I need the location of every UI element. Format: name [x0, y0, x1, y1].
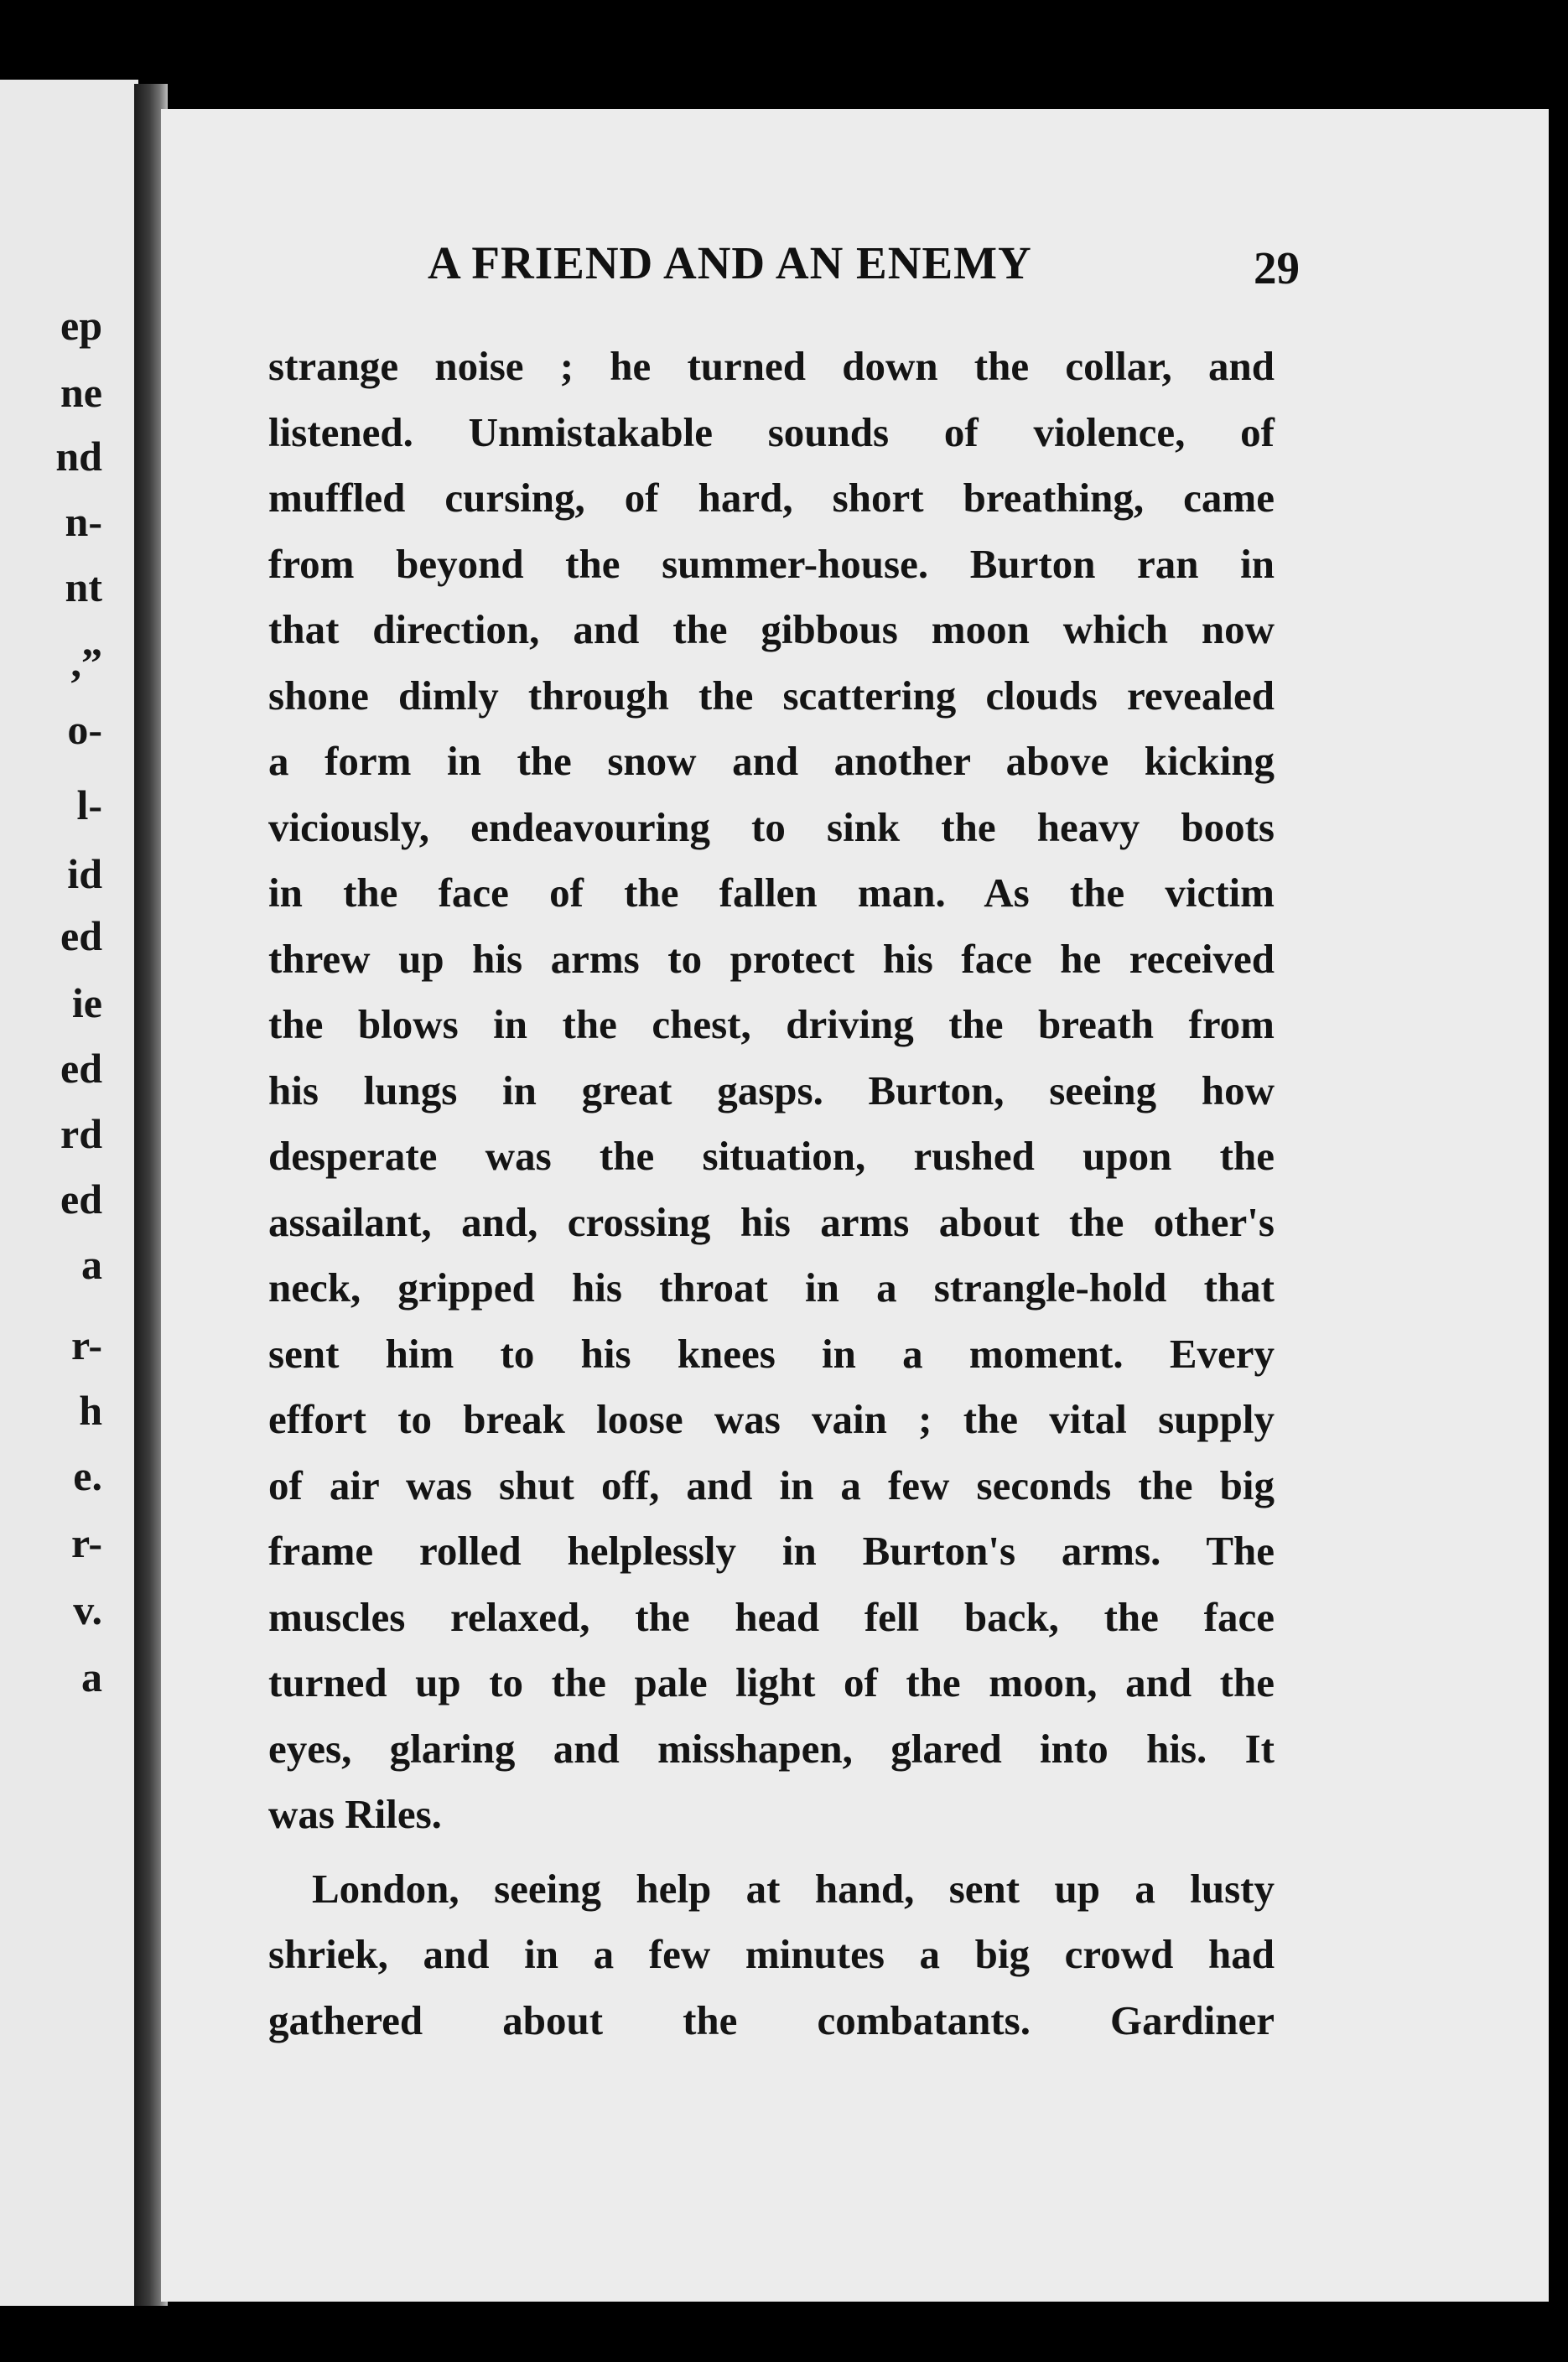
text-line: the blows in the chest, driving the breath from — [268, 1001, 1275, 1047]
text-line: eyes, glaring and misshapen, glared into his. It — [268, 1725, 1275, 1772]
text-line: listened. Unmistakable sounds of violence, of — [268, 408, 1275, 455]
text-line: sent him to his knees in a moment. Every — [268, 1330, 1275, 1377]
facing-page-fragment: id — [67, 850, 102, 897]
text-line: threw up his arms to protect his face he received — [268, 935, 1275, 982]
text-line: gathered about the combatants. Gardiner — [268, 1996, 1275, 2043]
text-line: in the face of the fallen man. As the victim — [268, 870, 1275, 916]
text-line: shone dimly through the scattering clouds revealed — [268, 672, 1275, 719]
facing-page-fragment: o- — [67, 706, 102, 753]
facing-page-fragment: ie — [71, 979, 102, 1026]
text-line: neck, gripped his throat in a strangle-hold that — [268, 1264, 1275, 1311]
facing-page-fragment: ed — [60, 1176, 102, 1223]
paragraph-gap — [268, 1848, 1275, 1856]
running-head — [268, 236, 1300, 295]
facing-page-fragment: v. — [73, 1586, 102, 1633]
facing-page-fragment: nt — [65, 563, 102, 610]
text-line: from beyond the summer-house. Burton ran in — [268, 540, 1275, 587]
text-line: his lungs in great gasps. Burton, seeing how — [268, 1067, 1275, 1114]
facing-page-fragment: ,” — [70, 639, 102, 686]
text-line: of air was shut off, and in a few seconds the big — [268, 1461, 1275, 1508]
text-line: London, seeing help at hand, sent up a lusty — [312, 1865, 1275, 1912]
text-line: that direction, and the gibbous moon which now — [268, 606, 1275, 652]
facing-page-fragment: ed — [60, 1045, 102, 1092]
text-line: was Riles. — [268, 1791, 442, 1837]
facing-page-fragment: r- — [71, 1321, 102, 1368]
chapter-title: A FRIEND AND AN ENEMY — [428, 237, 1032, 288]
facing-page-text-fragments — [0, 80, 138, 2306]
facing-page-fragment: n- — [65, 498, 102, 545]
page-number: 29 — [1254, 242, 1300, 293]
facing-page-fragment: h — [79, 1387, 102, 1434]
text-line: strange noise ; he turned down the collar, and — [268, 343, 1275, 389]
body-text — [268, 334, 1275, 2053]
facing-page-fragment: rd — [60, 1110, 102, 1157]
facing-page-fragment: r- — [71, 1519, 102, 1566]
text-line: shriek, and in a few minutes a big crowd had — [268, 1931, 1275, 1977]
facing-page-left — [0, 80, 138, 2306]
text-line: muffled cursing, of hard, short breathing, came — [268, 475, 1275, 521]
facing-page-fragment: ep — [60, 302, 102, 349]
facing-page-fragment: nd — [55, 433, 102, 480]
facing-page-fragment: a — [81, 1653, 102, 1700]
text-line: muscles relaxed, the head fell back, the face — [268, 1593, 1275, 1640]
facing-page-fragment: e. — [73, 1452, 102, 1499]
text-line: assailant, and, crossing his arms about the other's — [268, 1198, 1275, 1245]
text-line: effort to break loose was vain ; the vital supply — [268, 1396, 1275, 1442]
text-line: desperate was the situation, rushed upon the — [268, 1133, 1275, 1179]
text-line: viciously, endeavouring to sink the heavy boots — [268, 803, 1275, 850]
facing-page-fragment: ed — [60, 912, 102, 959]
facing-page-fragment: a — [81, 1241, 102, 1288]
facing-page-fragment: ne — [60, 369, 102, 416]
text-line: a form in the snow and another above kicking — [268, 738, 1275, 784]
text-line: frame rolled helplessly in Burton's arms. The — [268, 1528, 1275, 1574]
facing-page-fragment: l- — [76, 781, 102, 828]
text-line: turned up to the pale light of the moon, and the — [268, 1659, 1275, 1705]
